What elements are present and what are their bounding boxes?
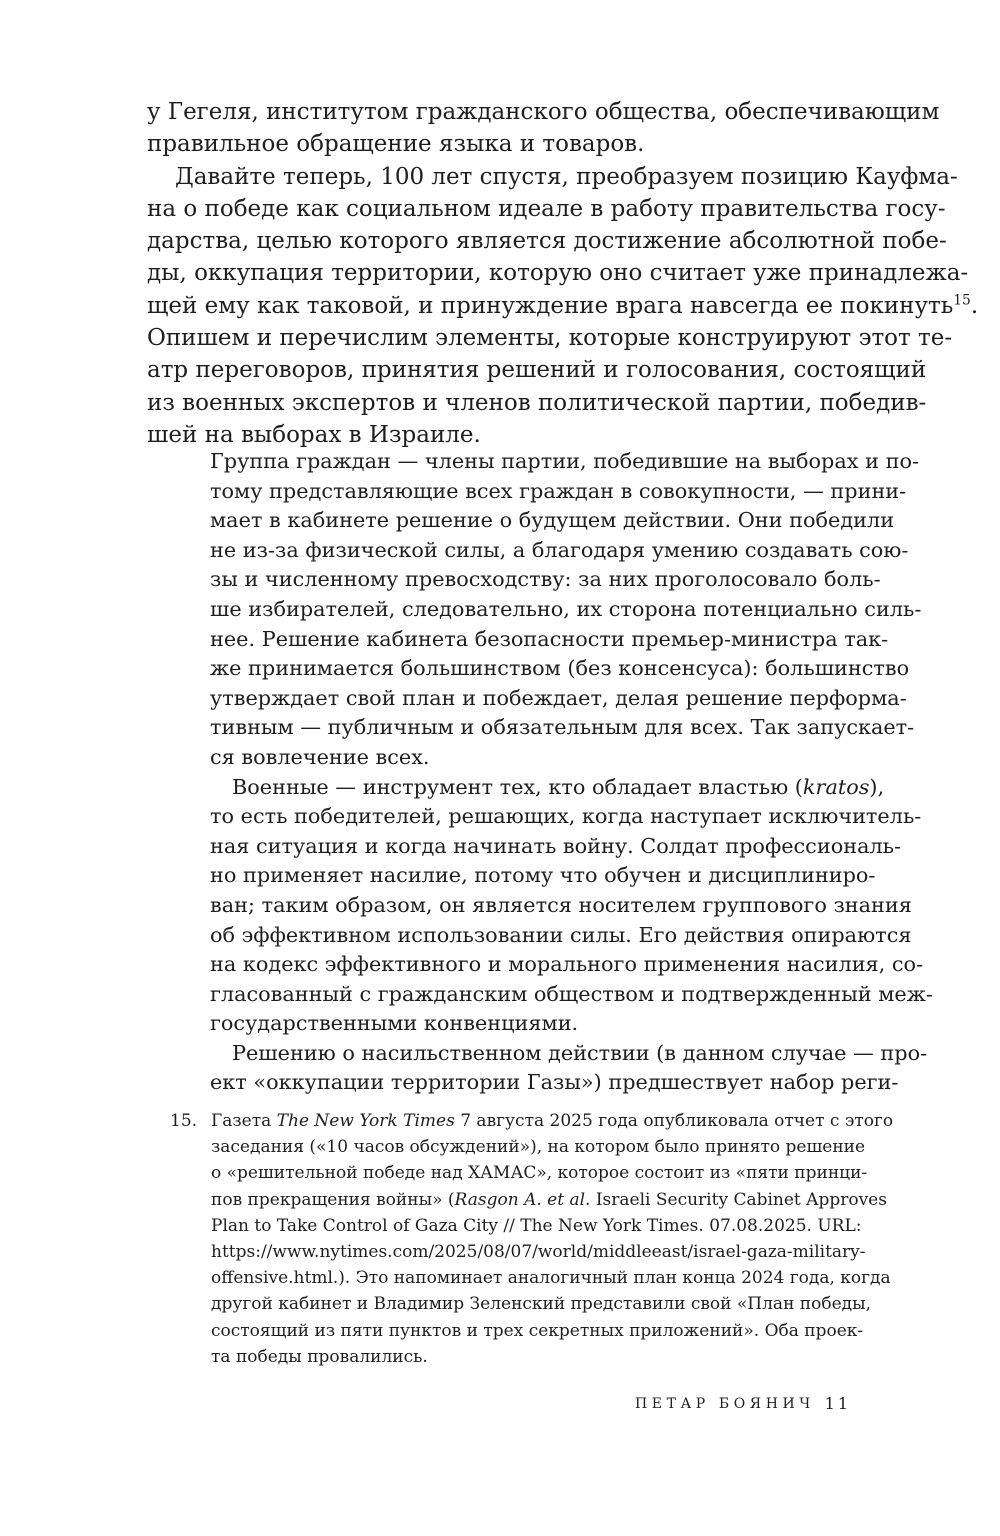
quote-line: то есть победителей, решающих, когда наступает исключитель- — [210, 804, 922, 829]
text-fragment: ), — [869, 774, 885, 799]
paragraph-first-line: Давайте теперь, 100 лет спустя, преобразуем позицию Кауфма- — [175, 163, 958, 190]
quote-line: зы и численному превосходству: за них проголосовало боль- — [210, 567, 881, 592]
text-fragment: . — [970, 292, 979, 319]
quote-line: на кодекс эффективного и морального применения насилия, со- — [210, 952, 924, 977]
text-line: атр переговоров, принятия решений и голосования, состоящий — [147, 357, 927, 384]
text-line: ды, оккупация территории, которую оно считает уже принадлежа- — [147, 260, 969, 287]
italic-author: Rasgon A. et al. — [454, 1189, 591, 1210]
quote-line: же принимается большинством (без консенсуса): большинство — [210, 656, 910, 681]
footnote-line: заседания («10 часов обсуждений»), на котором было принято решение — [211, 1137, 866, 1158]
text-line: правильное обращение языка и товаров. — [147, 131, 645, 158]
text-line: дарства, целью которого является достижение абсолютной побе- — [147, 228, 947, 255]
quote-paragraph-first-line: Решению о насильственном действии (в данном случае — про- — [232, 1040, 928, 1065]
quote-line: не из-за физической силы, а благодаря умению создавать сою- — [210, 537, 909, 562]
text-fragment: щей ему как таковой, и принуждение врага навсегда ее покинуть — [147, 292, 954, 319]
quote-line: но применяет насилие, потому что обучен и дисциплиниро- — [210, 863, 876, 888]
text-fragment: пов прекращения войны» ( — [211, 1189, 455, 1210]
quote-line: государственными конвенциями. — [210, 1011, 579, 1036]
quote-paragraph-first-line — [210, 773, 885, 803]
footnote-line — [172, 1187, 887, 1213]
quote-line: Группа граждан — члены партии, победившие на выборах и по- — [210, 449, 919, 473]
quote-line: ная ситуация и когда начинать войну. Солдат профессиональ- — [210, 833, 902, 858]
text-line-with-footnote — [147, 290, 979, 322]
text-fragment: Israeli Security Cabinet Approves — [590, 1189, 887, 1210]
quote-line: об эффективном использовании силы. Его действия опираются — [210, 922, 912, 947]
block-quote — [210, 447, 933, 1098]
footnote-line — [172, 1108, 894, 1134]
footnote-line: о «решительной победе над ХАМАС», которое состоит из «пяти принци- — [211, 1163, 868, 1184]
footnote-line: состоящий из пяти пунктов и трех секретных приложений». Оба проек- — [211, 1320, 864, 1341]
text-fragment: Газета — [211, 1111, 277, 1131]
text-line: на о победе как социальном идеале в работу правительства госу- — [147, 195, 946, 222]
text-line: шей на выборах в Израиле. — [147, 421, 481, 448]
footnote-line: Plan to Take Control of Gaza City // The New York Times. 07.08.2025. URL: — [211, 1215, 862, 1236]
footnote-url-line[interactable]: https://www.nytimes.com/2025/08/07/world/middleeast/israel-gaza-military- — [211, 1242, 866, 1263]
quote-line: утверждает свой план и побеждает, делая решение перформа- — [210, 685, 907, 710]
text-line: из военных экспертов и членов политической партии, победив- — [147, 389, 927, 416]
footnote — [170, 1108, 894, 1370]
text-line: Опишем и перечислим элементы, которые конструируют этот те- — [147, 325, 953, 352]
page-number: 11 — [824, 1394, 851, 1413]
quote-line: тому представляющие всех граждан в совокупности, — прини- — [210, 478, 907, 503]
footnote-line: другой кабинет и Владимир Зеленский представили свой «План победы, — [211, 1294, 872, 1315]
quote-line: ся вовлечение всех. — [210, 744, 430, 769]
footnote-number: 15. — [170, 1111, 198, 1131]
quote-line: ект «оккупации территории Газы») предшествует набор реги- — [210, 1070, 899, 1095]
quote-line: мает в кабинете решение о будущем действии. Они победили — [210, 508, 895, 533]
quote-line: гласованный с гражданским обществом и подтвержденный меж- — [210, 981, 933, 1006]
running-head: ПЕТАР БОЯНИЧ — [635, 1396, 815, 1412]
main-text — [147, 96, 979, 451]
text-line: у Гегеля, институтом гражданского общества, обеспечивающим — [147, 99, 940, 125]
quote-line: тивным — публичным и обязательным для всех. Так запускает- — [210, 715, 915, 740]
italic-title: The New York Times — [276, 1111, 455, 1131]
text-fragment: 7 августа 2025 года опубликовала отчет с этого — [454, 1111, 894, 1131]
page-footer — [600, 1394, 857, 1416]
quote-line: ше избирателей, следовательно, их сторона потенциально силь- — [210, 596, 922, 621]
footnote-line: та победы провалились. — [211, 1346, 428, 1367]
footnote-line: offensive.html.). Это напоминает аналогичный план конца 2024 года, когда — [211, 1268, 891, 1289]
italic-term: kratos — [802, 774, 870, 799]
text-fragment: Военные — инструмент тех, кто обладает властью ( — [232, 774, 803, 799]
footnote-reference[interactable]: 15 — [953, 292, 971, 309]
quote-line: нее. Решение кабинета безопасности премьер-министра так- — [210, 626, 889, 651]
quote-line: ван; таким образом, он является носителем группового знания — [210, 892, 912, 917]
